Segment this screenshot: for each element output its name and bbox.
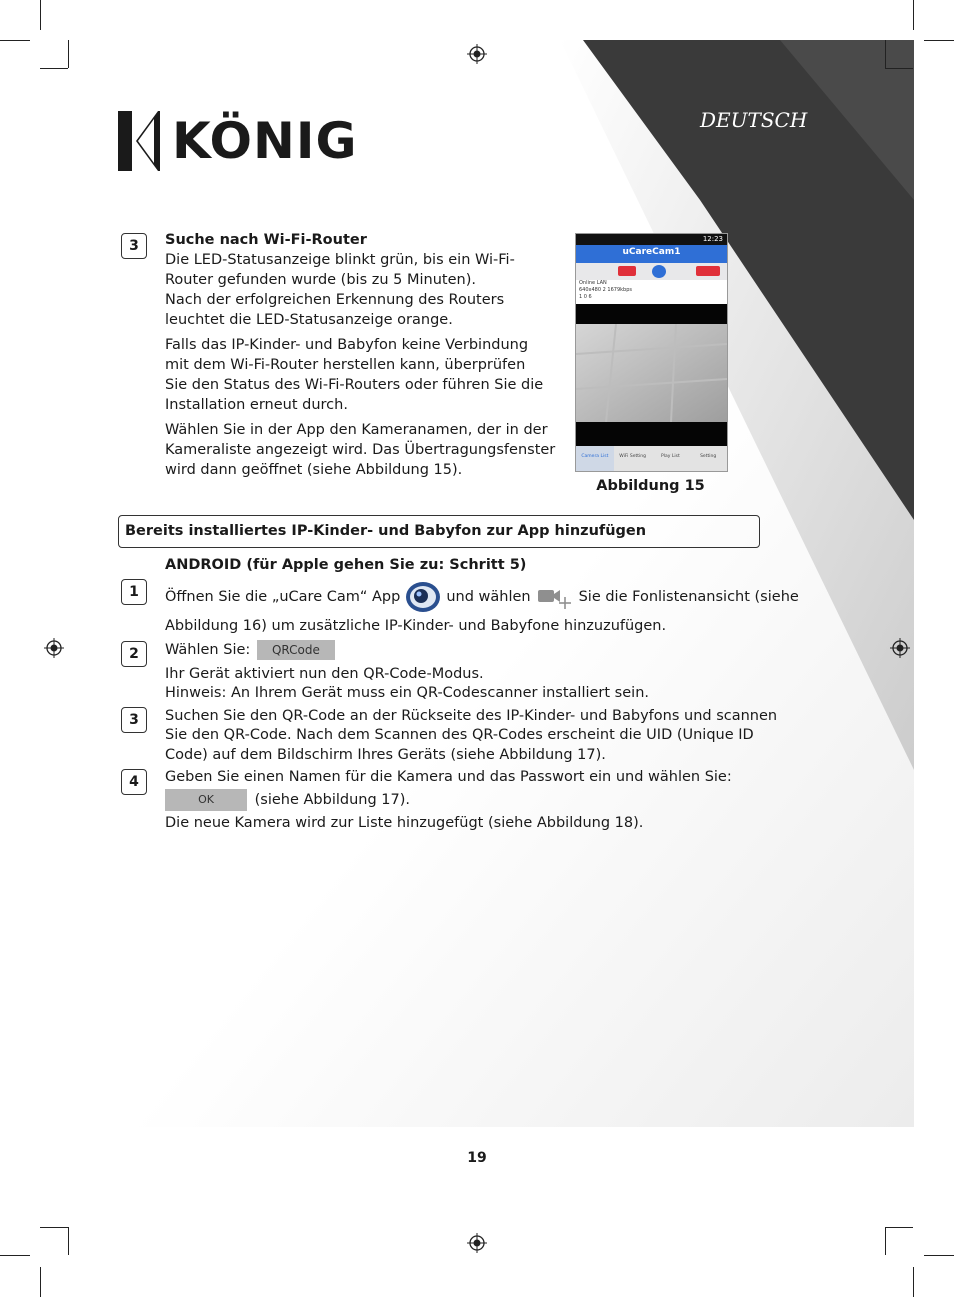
ucare-cam-app-icon [404,580,442,614]
step-number: 3 [121,707,147,733]
crop-mark [913,0,914,30]
audio-icon [652,265,666,278]
step-text: (siehe Abbildung 17). [254,792,410,808]
paragraph-line: Nach der erfolgreichen Erkennung des Routers [165,292,505,308]
step-text-line: Ihr Gerät aktiviert nun den QR-Code-Modus. [165,666,484,682]
step-text-line: Hinweis: An Ihrem Gerät muss ein QR-Codescanner installiert sein. [165,685,649,701]
ptz-icon [696,266,720,276]
step-text: und wählen [446,589,531,605]
step-text-line: Sie den QR-Code. Nach dem Scannen des QR-Codes erscheint die UID (Unique ID [165,727,754,743]
app-title-bar [576,245,727,263]
paragraph-line: Wählen Sie in der App den Kameranamen, der in der [165,422,548,438]
step-number: 1 [121,579,147,605]
app-tab-bar [576,446,727,471]
brand-logo [118,110,358,172]
koenig-k-mark-icon [118,111,160,171]
crop-mark [40,1227,68,1228]
paragraph-line: Falls das IP-Kinder- und Babyfon keine Verbindung [165,337,529,353]
live-video-feed [576,324,727,422]
app-title: uCareCam1 [622,247,681,257]
step-text-line [165,580,799,614]
page-number: 19 [467,1150,487,1166]
paragraph-line: Sie den Status des Wi-Fi-Routers oder führen Sie die [165,377,544,393]
crop-mark [885,40,886,68]
crop-mark [913,1267,914,1297]
app-toolbar [576,263,727,280]
video-bottom-band [576,422,727,446]
registration-mark-icon [467,44,487,64]
figure-caption: Abbildung 15 [596,478,705,494]
section-heading: Bereits installiertes IP-Kinder- und Babyfon zur App hinzufügen [118,515,760,548]
tab-setting[interactable]: Setting [700,454,717,459]
add-camera-icon [535,584,571,610]
tab-play-list[interactable]: Play List [661,454,680,459]
ok-button[interactable]: OK [165,789,247,811]
crop-mark [885,1227,913,1228]
step-number: 2 [121,641,147,667]
crop-mark [0,40,30,41]
step-text: Sie die Fonlistenansicht (siehe [578,589,799,605]
crop-mark [885,1227,886,1255]
camera-status-panel [576,280,727,304]
phone-status-bar [576,234,727,245]
step-number: 3 [121,233,147,259]
registration-mark-icon [467,1233,487,1253]
step-text-line: Die neue Kamera wird zur Liste hinzugefügt (siehe Abbildung 18). [165,815,644,831]
android-heading: ANDROID (für Apple gehen Sie zu: Schritt 5) [165,557,527,573]
language-label: DEUTSCH [700,108,808,132]
brand-name: KÖNIG [172,112,358,170]
crop-mark [924,1255,954,1256]
crop-mark [40,1267,41,1297]
registration-mark-icon [44,638,64,658]
crop-mark [40,68,68,69]
status-line: 1 0 6 [579,294,592,300]
paragraph-line: Die LED-Statusanzeige blinkt grün, bis ein Wi-Fi- [165,252,515,268]
status-line: 640x480 2 1679kbps [579,287,632,293]
step-number: 4 [121,769,147,795]
crop-mark [68,1227,69,1255]
step-text-line: Abbildung 16) um zusätzliche IP-Kinder- und Babyfone hinzuzufügen. [165,618,667,634]
step-text-line [165,789,410,811]
qrcode-button[interactable]: QRCode [257,640,335,660]
step-text-line: Suchen Sie den QR-Code an der Rückseite des IP-Kinder- und Babyfons und scannen [165,708,778,724]
paragraph-line: leuchtet die LED-Statusanzeige orange. [165,312,453,328]
crop-mark [0,1255,30,1256]
step-text: Öffnen Sie die „uCare Cam“ App [165,589,401,605]
crop-mark [924,40,954,41]
step-text-line [165,640,335,660]
crop-mark [885,68,913,69]
tab-camera-list[interactable]: Camera List [576,446,614,471]
step-text: Wählen Sie: [165,642,251,658]
registration-mark-icon [890,638,910,658]
crop-mark [40,0,41,30]
tab-wifi-setting[interactable]: WiFi Setting [619,454,646,459]
phone-clock: 12:23 [702,235,723,243]
crop-mark [68,40,69,68]
step-title: Suche nach Wi-Fi-Router [165,232,367,248]
paragraph-line: wird dann geöffnet (siehe Abbildung 15). [165,462,463,478]
step-text-line: Geben Sie einen Namen für die Kamera und das Passwort ein und wählen Sie: [165,769,732,785]
paragraph-line: mit dem Wi-Fi-Router herstellen kann, überprüfen [165,357,526,373]
paragraph-line: Router gefunden wurde (bis zu 5 Minuten). [165,272,476,288]
figure-15-screenshot [575,233,728,472]
paragraph-line: Installation erneut durch. [165,397,348,413]
paragraph-line: Kameraliste angezeigt wird. Das Übertragungsfenster [165,442,556,458]
step-text-line: Code) auf dem Bildschirm Ihres Geräts (siehe Abbildung 17). [165,747,606,763]
status-line: Online LAN [579,280,607,286]
record-icon [618,266,636,276]
video-top-band [576,304,727,324]
